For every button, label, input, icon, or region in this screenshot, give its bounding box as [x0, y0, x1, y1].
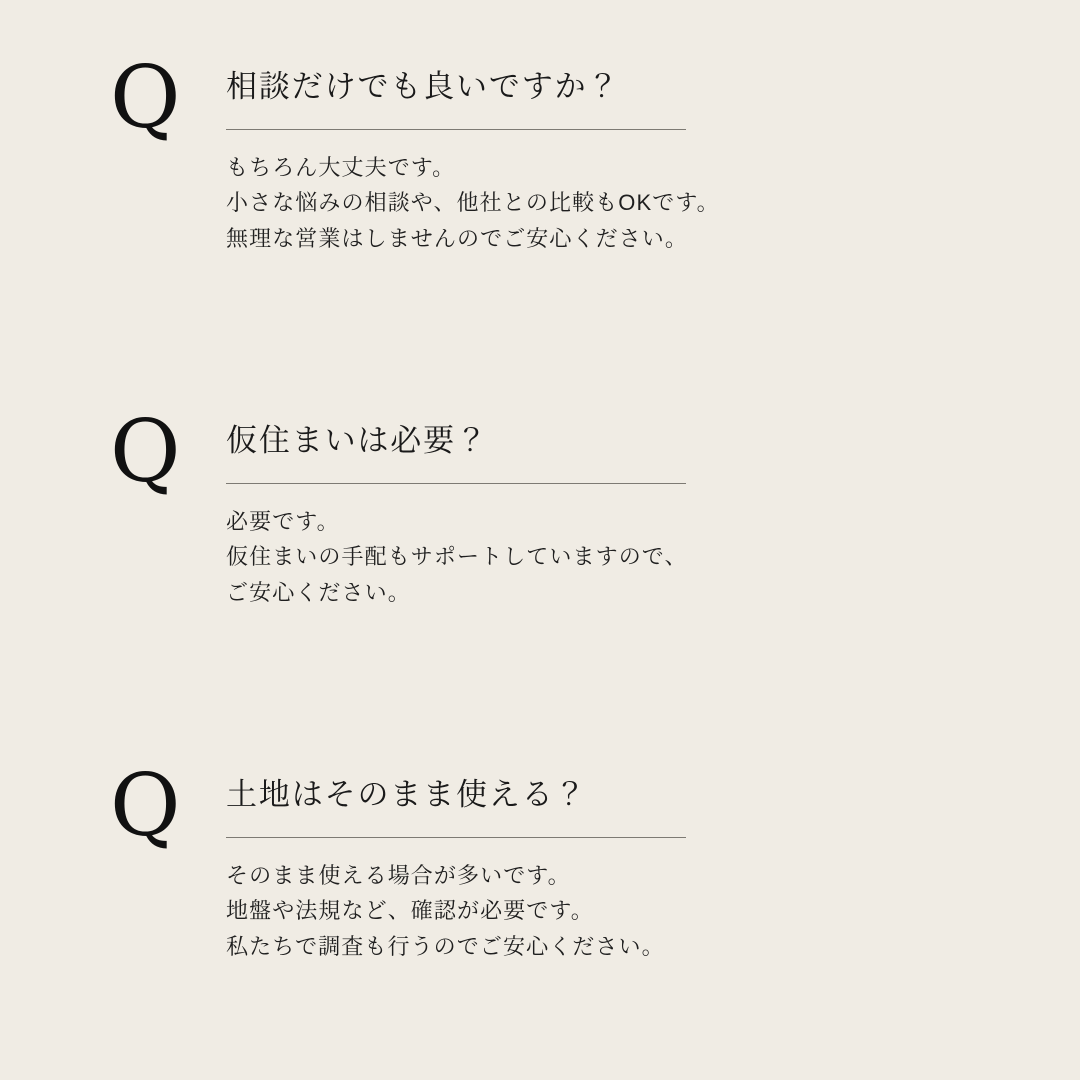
faq-answer-line: 小さな悩みの相談や、他社との比較もOKです。	[226, 190, 720, 216]
faq-answer	[226, 150, 720, 257]
faq-answer-line: ご安心ください。	[226, 580, 411, 605]
faq-answer-line: 仮住まいの手配もサポートしていますので、	[226, 544, 688, 570]
faq-body	[226, 412, 710, 611]
faq-question: 相談だけでも良いですか？	[226, 69, 621, 104]
faq-answer-line: そのまま使える場合が多いです。	[226, 862, 571, 888]
faq-question: 土地はそのまま使える？	[226, 777, 588, 812]
question-marker-icon: Q	[110, 48, 181, 148]
faq-answer-line: 無理な営業はしませんのでご安心ください。	[226, 226, 689, 251]
faq-body	[226, 766, 710, 965]
faq-body	[226, 58, 720, 257]
faq-item	[110, 756, 710, 965]
question-marker-icon: Q	[110, 756, 181, 856]
faq-answer-line: 必要です。	[226, 508, 340, 534]
faq-answer	[226, 858, 710, 965]
faq-item	[110, 48, 720, 257]
faq-answer	[226, 504, 710, 611]
faq-divider	[226, 837, 686, 838]
faq-item	[110, 402, 710, 611]
faq-divider	[226, 483, 686, 484]
faq-answer-line: もちろん大丈夫です。	[226, 154, 456, 180]
faq-answer-line: 地盤や法規など、確認が必要です。	[226, 898, 594, 924]
faq-question: 仮住まいは必要？	[226, 423, 489, 458]
faq-answer-line: 私たちで調査も行うのでご安心ください。	[226, 934, 665, 959]
faq-divider	[226, 129, 686, 130]
question-marker-icon: Q	[110, 402, 181, 502]
